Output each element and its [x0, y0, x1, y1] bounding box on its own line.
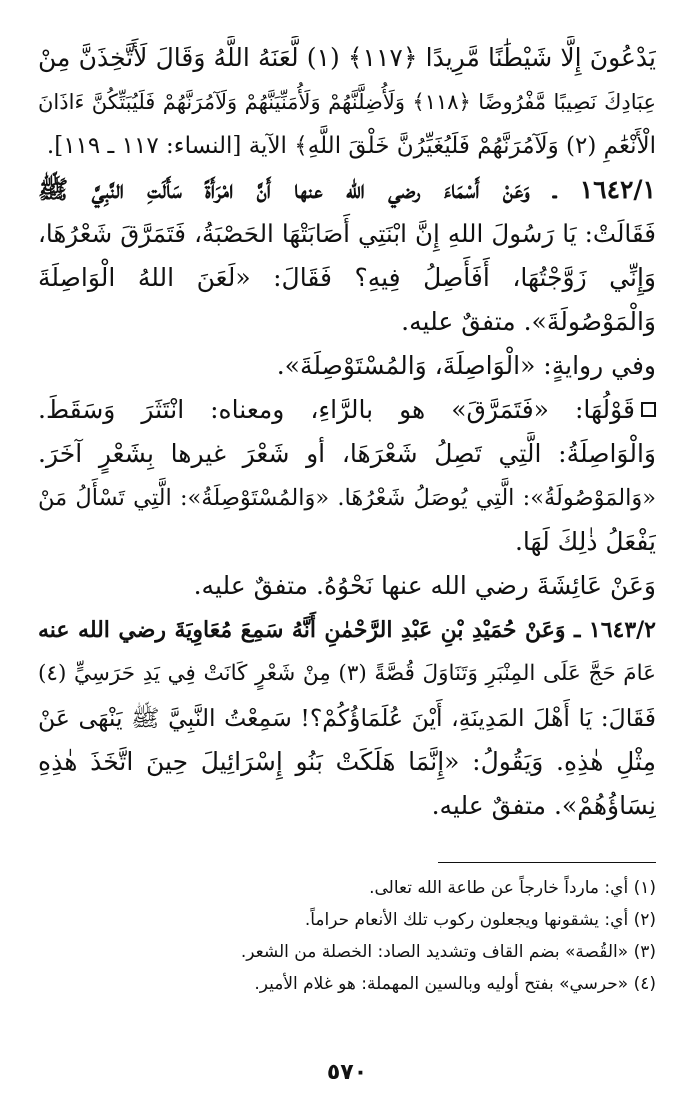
body-text — [38, 36, 656, 828]
text-line: عِبَادِكَ نَصِيبًا مَّفْرُوضًا ﴿١١٨﴾ وَلَأُضِلَّنَّهُمْ وَلَأُمَنِّيَنَّهُمْ وَلَآمُرَنَّهُمْ فَلَيُبَتِّكُنَّ ءَاذَانَ — [38, 90, 656, 114]
hadith-1642-heading: ١٦٤٢/١ ـ وَعَنْ أَسْمَاءَ رضي الله عنها أَنَّ امْرَأَةً سَأَلَتِ النَّبِيَّ ﷺ — [38, 175, 656, 204]
text-line: يَدْعُونَ إِلَّا شَيْطَٰنًا مَّرِيدًا ﴿١١٧﴾ (١) لَّعَنَهُ اللَّهُ وَقَالَ لَأَتَّخِذَنَّ مِنْ — [38, 43, 656, 72]
text-line: مِثْلِ هٰذِهِ. وَيَقُولُ: «إِنَّمَا هَلَكَتْ بَنُو إِسْرَائِيلَ حِينَ اتَّخَذَ هٰذِهِ — [38, 747, 656, 776]
text-line: فَقَالَ: يَا أَهْلَ المَدِينَةِ، أَيْنَ عُلَمَاؤُكُمْ؟! سَمِعْتُ النَّبِيَّ ﷺ يَنْهَى عَنْ — [38, 704, 656, 732]
footnote-1: (١) أي: مارداً خارجاً عن طاعة الله تعالى. — [369, 878, 656, 898]
text-line: عَامَ حَجَّ عَلَى المِنْبَرِ وَتَنَاوَلَ قُصَّةً (٣) مِنْ شَعْرٍ كَانَتْ فِي يَدِ حَرَسِيٍّ (٤) — [38, 661, 656, 686]
text-line: وَالْوَاصِلَةُ: الَّتِي تَصِلُ شَعْرَهَا، أو شَعْرَ غيرها بِشَعْرٍ آخَرَ. — [38, 439, 656, 468]
text-line: وَإِنِّي زَوَّجْتُهَا، أَفَأَصِلُ فِيهِ؟ فَقَالَ: «لَعَنَ اللهُ الْوَاصِلَةَ — [38, 263, 656, 292]
square-bullet-icon — [641, 402, 656, 417]
hadith-1643-heading: ١٦٤٣/٢ ـ وَعَنْ حُمَيْدِ بْنِ عَبْدِ الرَّحْمٰنِ أَنَّهُ سَمِعَ مُعَاوِيَةَ رضي الله عنه — [38, 617, 656, 643]
footnote-4: (٤) «حرسي» بفتح أوليه وبالسين المهملة: هو غلام الأمير. — [254, 974, 656, 994]
page-number: ٥٧٠ — [326, 1060, 368, 1085]
footnotes — [38, 872, 656, 1000]
footnote-3: (٣) «القُصة» بضم القاف وتشديد الصاد: الخصلة من الشعر. — [240, 942, 656, 962]
text-line: وَعَنْ عَائِشَةَ رضي الله عنها نَحْوُهُ. متفقٌ عليه. — [193, 571, 656, 600]
footnote-2: (٢) أي: يشقونها ويجعلون ركوب تلك الأنعام حراماً. — [304, 910, 656, 930]
text-line: يَفْعَلُ ذٰلِكَ لَهَا. — [514, 527, 656, 556]
commentary-line — [38, 388, 656, 432]
commentary-text: قَوْلُهَا: «فَتَمَرَّقَ» هو بالرَّاءِ، ومعناه: انْتَثَرَ وَسَقَطَ. — [38, 395, 635, 424]
text-line: وَالْمَوْصُولَةَ». متفقٌ عليه. — [401, 307, 656, 336]
text-line: «وَالمَوْصُولَةُ»: الَّتِي يُوصَلُ شَعْرُهَا. «وَالمُسْتَوْصِلَةُ»: الَّتِي تَسْأَلُ مَنْ — [38, 485, 656, 511]
footnote-divider — [438, 862, 656, 863]
text-line: وفي روايةٍ: «الْوَاصِلَةَ، وَالمُسْتَوْصِلَةَ». — [276, 351, 656, 380]
text-line: نِسَاؤُهُمْ». متفقٌ عليه. — [431, 791, 656, 820]
text-line: فَقَالَتْ: يَا رَسُولَ اللهِ إِنَّ ابْنَتِي أَصَابَتْهَا الحَصْبَةُ، فَتَمَرَّقَ شَعْرُهَا، — [38, 219, 656, 248]
page — [38, 36, 656, 1104]
text-line: الْأَنْعَٰمِ (٢) وَلَآمُرَنَّهُمْ فَلَيُغَيِّرُنَّ خَلْقَ اللَّهِ﴾ الآية [النساء: ١١٧ ـ ١١٩]. — [46, 133, 656, 159]
